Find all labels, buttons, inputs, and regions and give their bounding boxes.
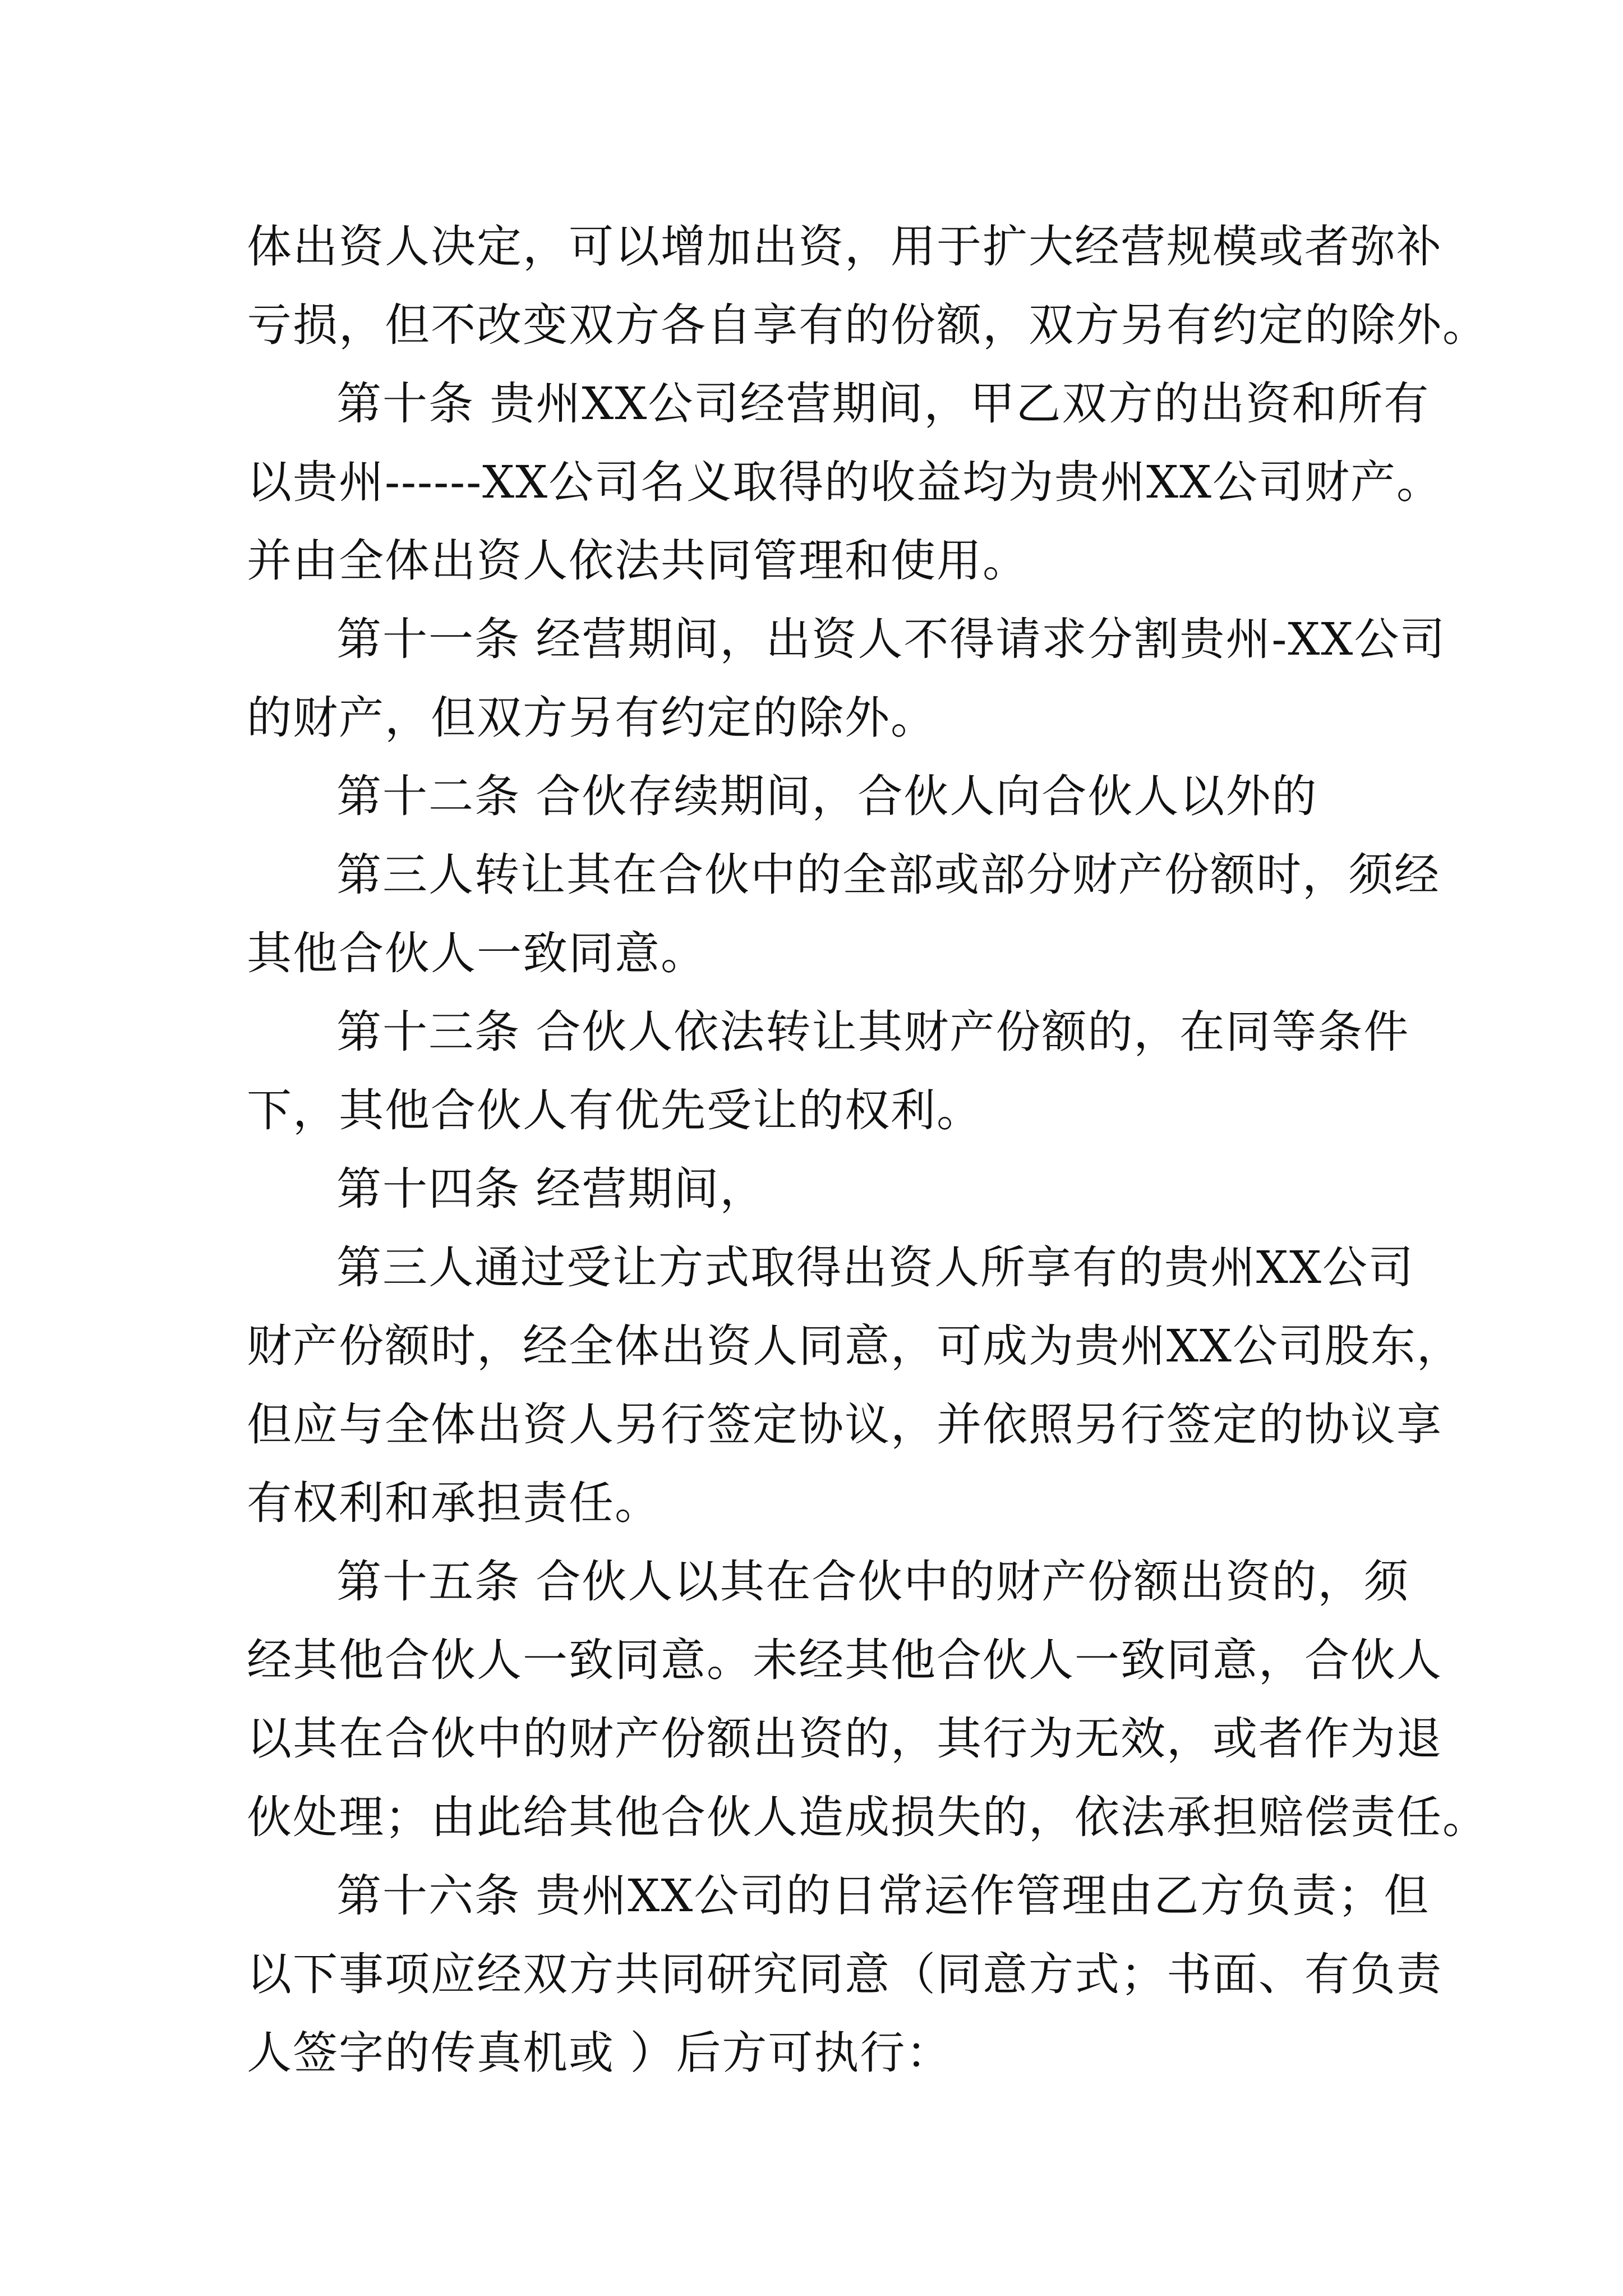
- text-line: 以贵州------XX公司名义取得的收益均为贵州XX公司财产。: [247, 456, 1442, 508]
- article-12-line: 第十二条 合伙存续期间，合伙人向合伙人以外的: [336, 770, 1318, 822]
- article-16-line: 第十六条 贵州XX公司的日常运作管理由乙方负责；但: [336, 1870, 1430, 1922]
- article-15-line: 第十五条 合伙人以其在合伙中的财产份额出资的，须: [336, 1556, 1410, 1608]
- text-line: 第三人转让其在合伙中的全部或部分财产份额时，须经: [336, 849, 1440, 901]
- article-14-line: 第十四条 经营期间，: [336, 1163, 766, 1215]
- text-line: 第三人通过受让方式取得出资人所享有的贵州XX公司: [336, 1241, 1414, 1294]
- document-body: [247, 208, 1488, 2092]
- text-line: 并由全体出资人依法共同管理和使用。: [247, 535, 1029, 587]
- text-line: 亏损，但不改变双方各自享有的份额，双方另有约定的除外。: [247, 299, 1488, 351]
- article-13-line: 第十三条 合伙人依法转让其财产份额的，在同等条件: [336, 1006, 1410, 1058]
- text-line: 其他合伙人一致同意。: [247, 927, 707, 979]
- text-line: 财产份额时，经全体出资人同意，可成为贵州XX公司股东，: [247, 1320, 1463, 1372]
- text-line: 人签字的传真机或 ）后方可执行：: [247, 2027, 952, 2079]
- text-line: 经其他合伙人一致同意。未经其他合伙人一致同意，合伙人: [247, 1634, 1442, 1686]
- text-line: 的财产，但双方另有约定的除外。: [247, 692, 937, 744]
- article-10-line: 第十条 贵州XX公司经营期间，甲乙双方的出资和所有: [336, 378, 1430, 430]
- text-line: 以其在合伙中的财产份额出资的，其行为无效，或者作为退: [247, 1713, 1442, 1765]
- text-line: 以下事项应经双方共同研究同意（同意方式；书面、有负责: [247, 1948, 1442, 2000]
- text-line: 但应与全体出资人另行签定协议，并依照另行签定的协议享: [247, 1398, 1442, 1451]
- text-line: 体出资人决定，可以增加出资，用于扩大经营规模或者弥补: [247, 220, 1442, 273]
- text-line: 有权利和承担责任。: [247, 1477, 661, 1529]
- article-11-line: 第十一条 经营期间，出资人不得请求分割贵州-XX公司: [336, 613, 1446, 665]
- text-line: 伙处理；由此给其他合伙人造成损失的，依法承担赔偿责任。: [247, 1791, 1488, 1843]
- text-line: 下，其他合伙人有优先受让的权利。: [247, 1084, 983, 1137]
